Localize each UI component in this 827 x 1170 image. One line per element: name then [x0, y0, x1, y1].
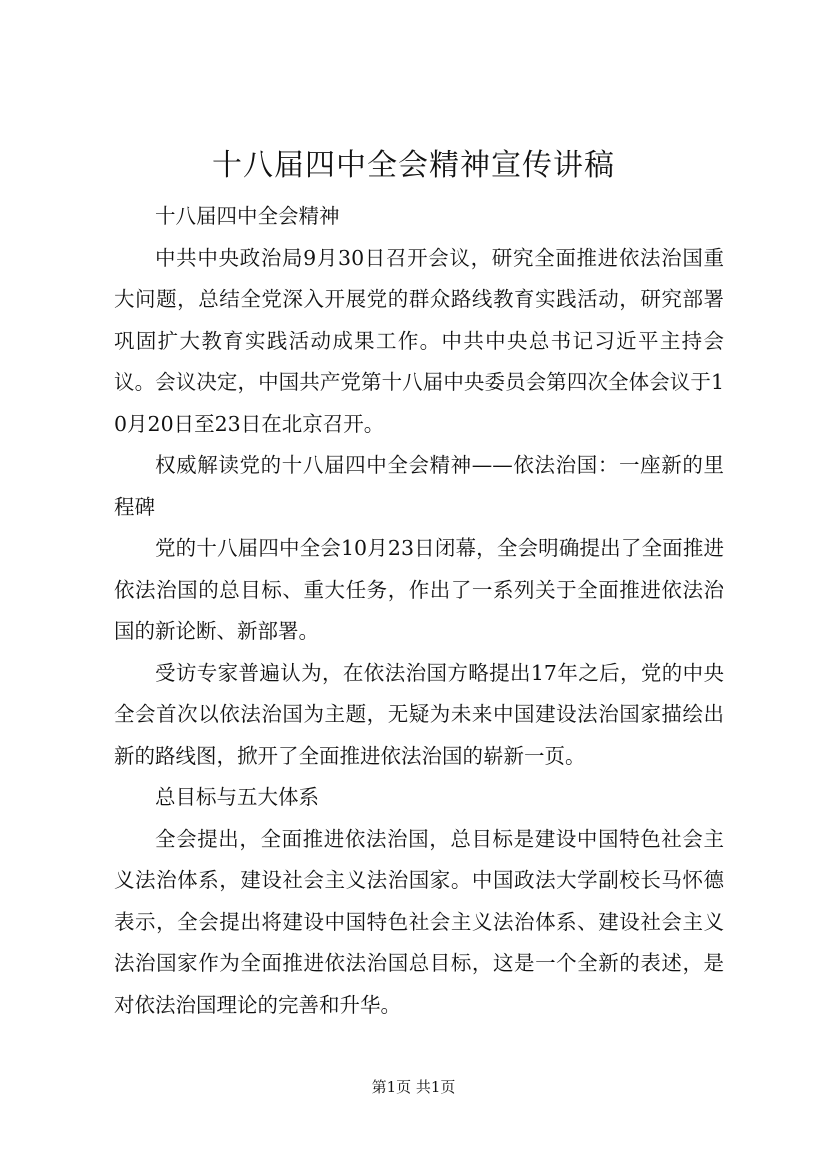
paragraph-heading-spirit: 十八届四中全会精神: [155, 204, 340, 228]
paragraph-politburo-meeting: 中共中央政治局9月30日召开会议，研究全面推进依法治国重大问题，总结全党深入开展党的群众路线教育实践活动，研究部署巩固扩大教育实践活动成果工作。中共中央总书记习近平主持会议。会议决定，中国共产党第十八届中央委员会第四次全体会议于10月20日至23日在北京召开。: [114, 245, 724, 436]
document-body: [114, 196, 724, 1026]
paragraph-heading-interpretation: 权威解读党的十八届四中全会精神——依法治国：一座新的里程碑: [114, 453, 724, 519]
paragraph-heading-goals: 总目标与五大体系: [155, 785, 319, 809]
paragraph-expert-views: 受访专家普遍认为，在依法治国方略提出17年之后，党的中央全会首次以依法治国为主题，无疑为未来中国建设法治国家描绘出新的路线图，掀开了全面推进依法治国的崭新一页。: [114, 660, 724, 768]
document-title: 十八届四中全会精神宣传讲稿: [212, 148, 615, 183]
page-number-footer: 第1页 共1页: [371, 1078, 456, 1096]
paragraph-overall-goal: 全会提出，全面推进依法治国，总目标是建设中国特色社会主义法治体系，建设社会主义法治国家。中国政法大学副校长马怀德表示，全会提出将建设中国特色社会主义法治体系、建设社会主义法治国家作为全面推进依法治国总目标，这是一个全新的表述，是对依法治国理论的完善和升华。: [114, 826, 724, 1017]
paragraph-plenum-closing: 党的十八届四中全会10月23日闭幕，全会明确提出了全面推进依法治国的总目标、重大任务，作出了一系列关于全面推进依法治国的新论断、新部署。: [114, 536, 724, 643]
